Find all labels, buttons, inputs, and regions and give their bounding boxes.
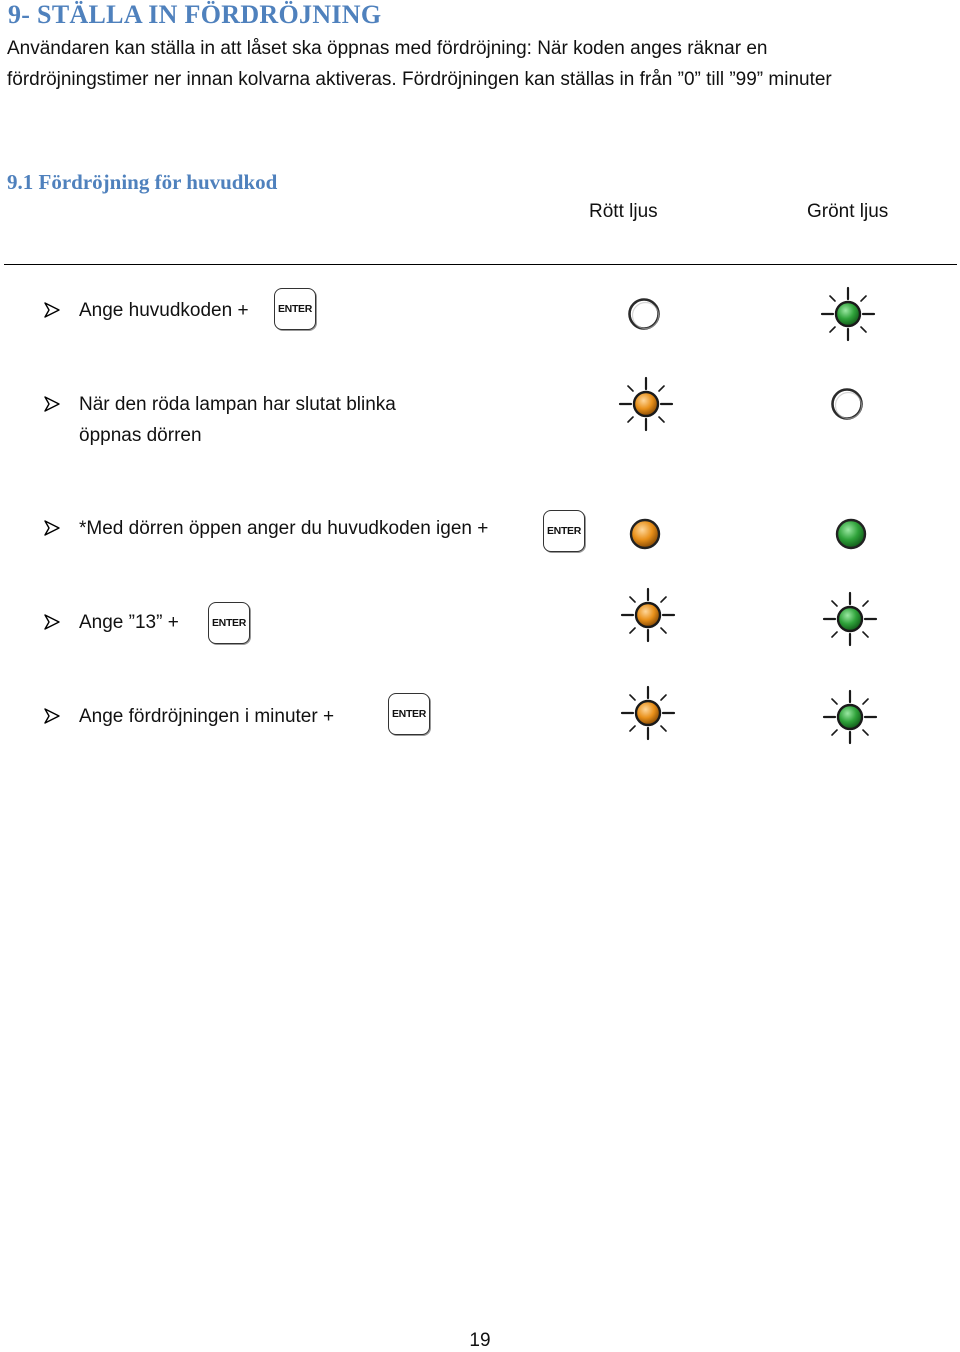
intro-line-1: Användaren kan ställa in att låset ska öppnas med fördröjning: När koden anges räknar en: [7, 38, 768, 59]
bullet-arrow-icon: [43, 613, 61, 631]
green-lamp-off-icon: [817, 374, 877, 434]
step-1-text: [79, 295, 249, 326]
step-1-line-1: Ange huvudkoden +: [79, 300, 249, 321]
enter-key-icon: ENTER: [543, 510, 585, 552]
column-header-red: Rött ljus: [589, 201, 658, 222]
subsection-heading: 9.1 Fördröjning för huvudkod: [7, 170, 278, 194]
step-5-line-1: Ange fördröjningen i minuter +: [79, 706, 335, 727]
step-4-text: [79, 607, 179, 638]
red-lamp-blinking-icon: [616, 374, 676, 434]
step-2-line-1: När den röda lampan har slutat blinka: [79, 394, 396, 415]
bullet-arrow-icon: [43, 395, 61, 413]
page-number: 19: [469, 1330, 491, 1351]
red-lamp-on-icon: [615, 504, 675, 564]
bullet-arrow-icon: [43, 707, 61, 725]
enter-key-icon: ENTER: [208, 602, 250, 644]
intro-line-2: fördröjningstimer ner innan kolvarna aktiveras. Fördröjningen kan ställas in från ”0” till ”99” minuter: [7, 69, 832, 90]
red-lamp-blinking-icon: [618, 585, 678, 645]
step-2-text: [79, 389, 396, 451]
green-lamp-on-icon: [821, 504, 881, 564]
bullet-arrow-icon: [43, 519, 61, 537]
green-lamp-blinking-icon: [820, 687, 880, 747]
step-4-line-1: Ange ”13” +: [79, 612, 179, 633]
green-lamp-blinking-icon: [820, 589, 880, 649]
red-lamp-blinking-icon: [618, 683, 678, 743]
enter-key-icon: ENTER: [274, 288, 316, 330]
red-lamp-off-icon: [614, 284, 674, 344]
green-lamp-blinking-icon: [818, 284, 878, 344]
step-3-line-1: *Med dörren öppen anger du huvudkoden igen +: [79, 518, 489, 539]
step-2-line-2: öppnas dörren: [79, 425, 202, 446]
bullet-arrow-icon: [43, 301, 61, 319]
step-3-text: [79, 513, 488, 544]
column-header-green: Grönt ljus: [807, 201, 889, 222]
section-heading: 9- STÄLLA IN FÖRDRÖJNING: [8, 0, 382, 29]
enter-key-icon: ENTER: [388, 693, 430, 735]
header-divider: [4, 264, 957, 265]
step-5-text: [79, 701, 334, 732]
